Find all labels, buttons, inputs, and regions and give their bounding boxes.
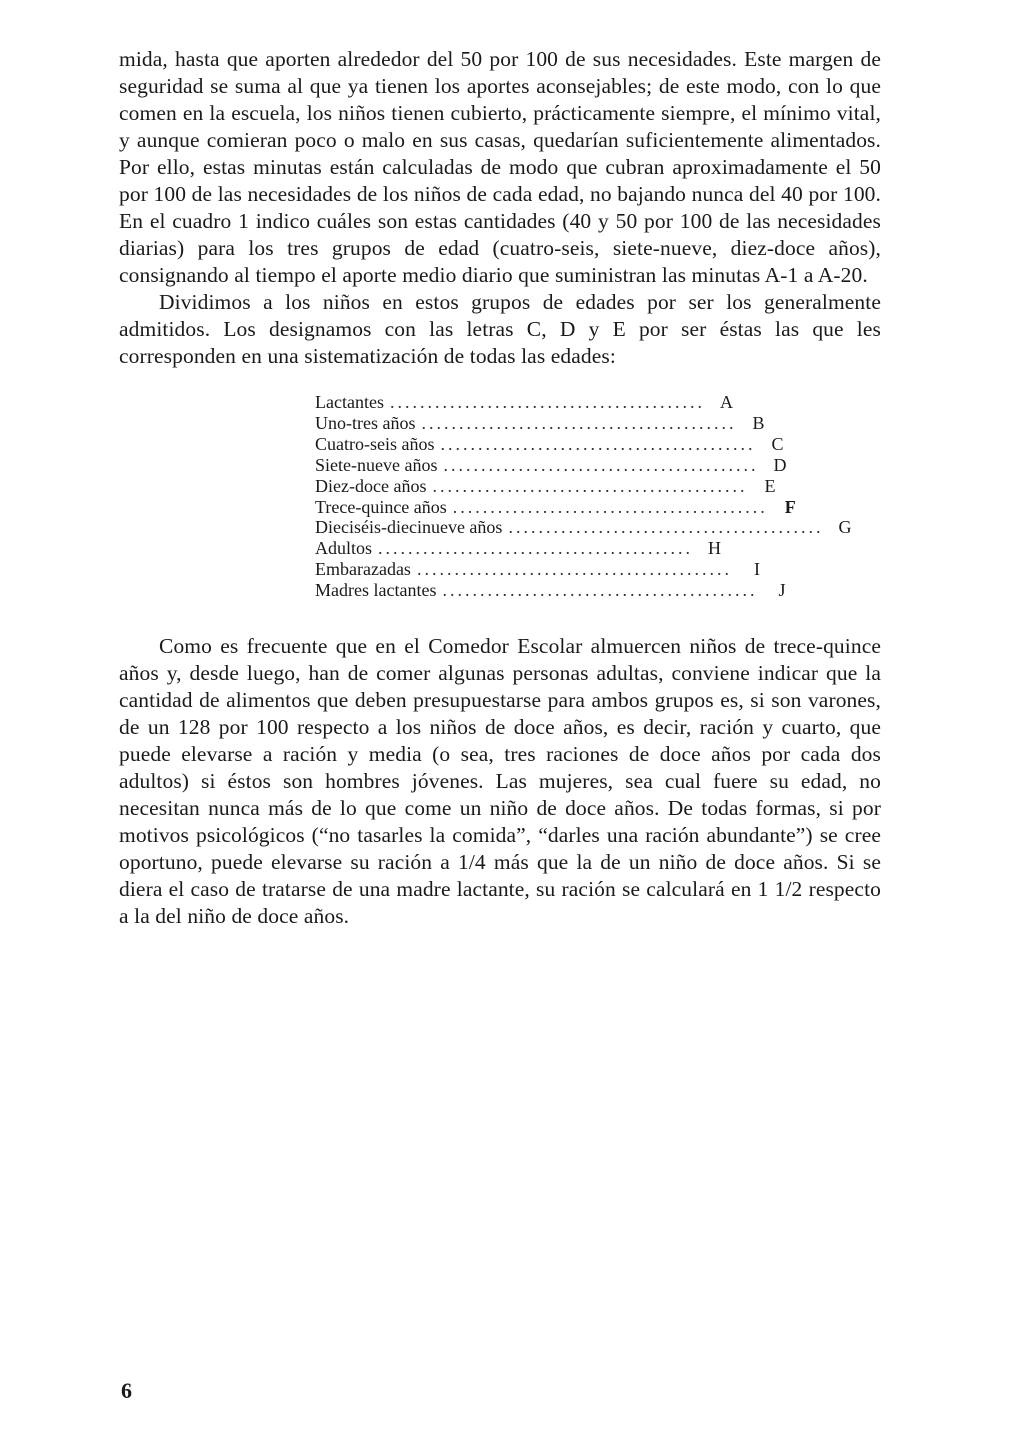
legend-letter: A bbox=[719, 392, 733, 412]
leader-dots: .......................................... bbox=[440, 433, 756, 454]
leader-dots: .......................................... bbox=[508, 517, 824, 538]
legend-label: Embarazadas bbox=[315, 559, 411, 580]
legend-row bbox=[315, 496, 796, 518]
legend-label: Dieciséis-diecinueve años bbox=[315, 517, 503, 538]
paragraph-age-groups: Dividimos a los niños en estos grupos de edades por ser los generalmente admitidos. Los designamos con las letras C, D y E por ser éstas las que les corresponden en una sistematización de todas las edades: bbox=[119, 290, 881, 368]
legend-label: Siete-nueve años bbox=[315, 454, 438, 475]
legend-row bbox=[315, 538, 722, 559]
leader-dots: .......................................... bbox=[443, 454, 759, 475]
page-content bbox=[119, 46, 881, 930]
legend-label: Madres lactantes bbox=[315, 580, 437, 601]
legend-row bbox=[315, 517, 852, 538]
legend-row bbox=[315, 433, 784, 455]
legend-letter: B bbox=[752, 412, 765, 433]
legend-letter: I bbox=[753, 559, 760, 580]
legend-letter: C bbox=[771, 433, 784, 454]
legend-row bbox=[315, 475, 776, 497]
leader-dots: .......................................... bbox=[421, 412, 737, 433]
leader-dots: .......................................... bbox=[432, 475, 748, 496]
legend-label: Uno-tres años bbox=[315, 412, 416, 433]
legend-label: Cuatro-seis años bbox=[315, 433, 435, 454]
legend-label: Trece-quince años bbox=[315, 496, 447, 517]
age-group-legend bbox=[315, 392, 852, 601]
paragraph-adult-rations: Como es frecuente que en el Comedor Escolar almuercen niños de trece-quince años y, desde luego, han de comer algunas personas adultas, conviene indicar que la cantidad de alimentos que deben presupuestarse para ambos grupos es, si son varones, de un 128 por 100 respecto a los niños de doce años, es decir, ración y cuarto, que puede elevarse a ración y media (o sea, tres raciones de doce años por cada dos adultos) si éstos son hombres jóvenes. Las mujeres, sea cual fuere su edad, no necesitan nunca más de lo que come un niño de doce años. De todas formas, si por motivos psicológicos (“no tasarles la comida”, “darles una ración abundante”) se cree oportuno, puede elevarse su ración a 1/4 más que la de un niño de doce años. Si se diera el caso de tratarse de una madre lactante, su ración se calculará en 1 1/2 respecto a la del niño de doce años. bbox=[119, 634, 881, 929]
legend-label: Adultos bbox=[315, 538, 373, 559]
paragraph-intro: mida, hasta que aporten alrededor del 50 por 100 de sus necesidades. Este margen de seguridad se suma al que ya tienen los aportes aconsejables; de este modo, con lo que comen en la escuela, los niños tienen cubierto, prácticamente siempre, el mínimo vital, y aunque comieran poco o malo en sus casas, quedarían suficientemente alimentados. Por ello, estas minutas están calculadas de modo que cubran aproximadamente el 50 por 100 de las necesidades de los niños de cada edad, no bajando nunca del 40 por 100. En el cuadro 1 indico cuáles son estas cantidades (40 y 50 por 100 de las necesidades diarias) para los tres grupos de edad (cuatro-seis, siete-nueve, diez-doce años), consignando al tiempo el aporte medio diario que suministran las minutas A-1 a A-20. bbox=[119, 47, 881, 287]
legend-letter: F bbox=[784, 496, 796, 517]
legend-label: Diez-doce años bbox=[315, 475, 427, 496]
leader-dots: .......................................... bbox=[378, 538, 694, 559]
leader-dots: .......................................... bbox=[416, 559, 732, 580]
legend-row bbox=[315, 559, 760, 580]
leader-dots: .......................................... bbox=[442, 580, 758, 601]
legend-row bbox=[315, 580, 786, 601]
page-number: 6 bbox=[121, 1378, 132, 1403]
legend-letter: D bbox=[773, 454, 787, 475]
leader-dots: .......................................... bbox=[452, 496, 768, 517]
leader-dots: .......................................... bbox=[389, 392, 705, 412]
legend-row bbox=[315, 392, 733, 413]
legend-letter: E bbox=[764, 475, 776, 496]
legend-letter: J bbox=[778, 580, 786, 601]
legend-letter: G bbox=[838, 517, 852, 538]
legend-label: Lactantes bbox=[315, 392, 384, 412]
legend-letter: H bbox=[708, 538, 722, 559]
legend-row bbox=[315, 412, 765, 434]
legend-row bbox=[315, 454, 787, 476]
